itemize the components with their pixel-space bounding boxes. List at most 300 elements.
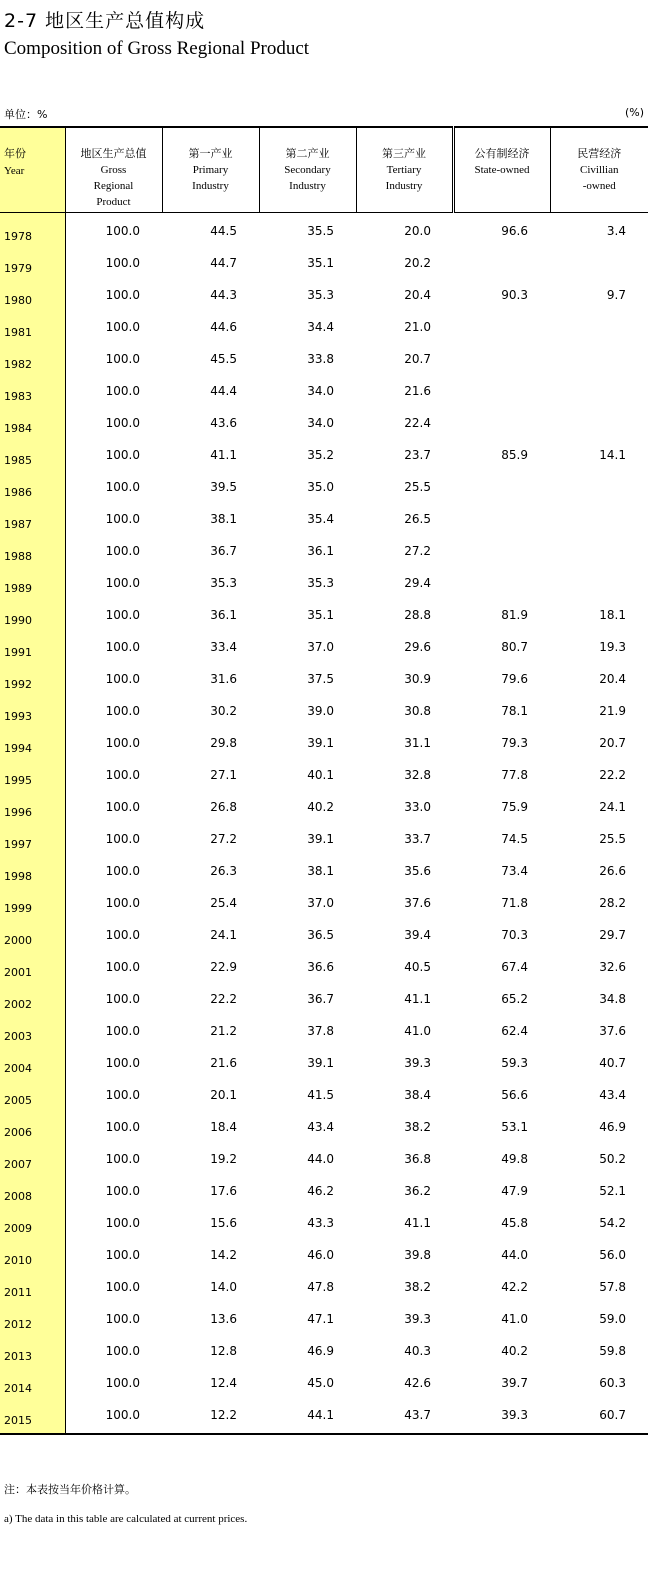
cell-grp: [65, 1401, 162, 1434]
cell-value: 100.0: [105, 1280, 140, 1294]
cell-value: 39.4: [404, 928, 431, 942]
cell-value: 40.1: [307, 768, 334, 782]
cell-p2: [259, 345, 356, 377]
cell-grp: [65, 345, 162, 377]
cell-value: 25.5: [404, 480, 431, 494]
cell-so: [453, 1337, 550, 1369]
cell-co: [550, 345, 648, 377]
cell-p2: [259, 825, 356, 857]
cell-p3: [356, 793, 453, 825]
cell-year: [0, 857, 65, 889]
cell-value: 35.3: [307, 576, 334, 590]
cell-value: 100.0: [105, 384, 140, 398]
cell-so: [453, 249, 550, 281]
cell-p1: [162, 505, 259, 537]
cell-value: 43.6: [210, 416, 237, 430]
cell-value: 47.9: [501, 1184, 528, 1198]
cell-value: 20.4: [599, 672, 626, 686]
table-row: [0, 441, 648, 473]
cell-value: 29.6: [404, 640, 431, 654]
cell-value: 70.3: [501, 928, 528, 942]
cell-value: 34.8: [599, 992, 626, 1006]
cell-value: 26.6: [599, 864, 626, 878]
cell-co: [550, 281, 648, 313]
cell-co: [550, 985, 648, 1017]
cell-p1: [162, 953, 259, 985]
cell-value: 2013: [4, 1349, 32, 1363]
unit-label: 单位：%: [4, 108, 48, 121]
cell-value: 36.7: [307, 992, 334, 1006]
cell-value: 60.7: [599, 1408, 626, 1422]
cell-value: 20.0: [404, 224, 431, 238]
cell-value: 13.6: [210, 1312, 237, 1326]
table-title-cn: 2-7 地区生产总值构成: [4, 10, 206, 32]
cell-p2: [259, 761, 356, 793]
cell-value: 33.0: [404, 800, 431, 814]
table-row: [0, 921, 648, 953]
cell-value: 37.6: [599, 1024, 626, 1038]
cell-co: [550, 1305, 648, 1337]
cell-value: 40.7: [599, 1056, 626, 1070]
header-civilian-owned-cn: 民营经济: [577, 148, 622, 160]
cell-value: 100.0: [105, 416, 140, 430]
cell-year: [0, 1209, 65, 1241]
cell-year: [0, 601, 65, 633]
cell-grp: [65, 921, 162, 953]
cell-year: [0, 345, 65, 377]
cell-value: 46.0: [307, 1248, 334, 1262]
cell-p1: [162, 569, 259, 601]
cell-value: 100.0: [105, 640, 140, 654]
cell-value: 100.0: [105, 576, 140, 590]
cell-year: [0, 213, 65, 250]
cell-value: 35.2: [307, 448, 334, 462]
cell-grp: [65, 1017, 162, 1049]
cell-value: 35.0: [307, 480, 334, 494]
cell-p3: [356, 1049, 453, 1081]
cell-value: 1998: [4, 869, 32, 883]
table-row: [0, 697, 648, 729]
cell-grp: [65, 1337, 162, 1369]
cell-year: [0, 377, 65, 409]
cell-p2: [259, 729, 356, 761]
cell-co: [550, 1081, 648, 1113]
table-row: [0, 345, 648, 377]
cell-value: 100.0: [105, 448, 140, 462]
cell-value: 20.4: [404, 288, 431, 302]
cell-p3: [356, 1113, 453, 1145]
cell-grp: [65, 1145, 162, 1177]
cell-value: 100.0: [105, 800, 140, 814]
cell-year: [0, 249, 65, 281]
cell-value: 39.3: [404, 1056, 431, 1070]
cell-p1: [162, 857, 259, 889]
cell-value: 21.6: [404, 384, 431, 398]
cell-value: 1983: [4, 389, 32, 403]
cell-year: [0, 569, 65, 601]
cell-value: 41.5: [307, 1088, 334, 1102]
cell-p1: [162, 537, 259, 569]
cell-value: 29.8: [210, 736, 237, 750]
cell-value: 25.4: [210, 896, 237, 910]
cell-grp: [65, 1081, 162, 1113]
cell-value: 27.1: [210, 768, 237, 782]
cell-value: 22.9: [210, 960, 237, 974]
cell-so: [453, 1081, 550, 1113]
cell-value: 100.0: [105, 288, 140, 302]
cell-value: 2002: [4, 997, 32, 1011]
cell-value: 3.4: [606, 224, 626, 238]
cell-so: [453, 857, 550, 889]
cell-p2: [259, 889, 356, 921]
cell-value: 28.2: [599, 896, 626, 910]
cell-value: 35.1: [307, 608, 334, 622]
cell-year: [0, 665, 65, 697]
cell-value: 49.8: [501, 1152, 528, 1166]
cell-value: 39.1: [307, 736, 334, 750]
header-secondary-en-2: Industry: [289, 180, 326, 192]
cell-value: 45.5: [210, 352, 237, 366]
cell-grp: [65, 569, 162, 601]
cell-p1: [162, 1081, 259, 1113]
cell-value: 60.3: [599, 1376, 626, 1390]
cell-co: [550, 697, 648, 729]
cell-p3: [356, 473, 453, 505]
cell-value: 36.1: [210, 608, 237, 622]
cell-value: 22.2: [210, 992, 237, 1006]
cell-value: 100.0: [105, 480, 140, 494]
header-primary: [162, 127, 259, 213]
table-row: [0, 213, 648, 250]
header-year-cn: 年份: [4, 148, 26, 160]
cell-p1: [162, 281, 259, 313]
cell-grp: [65, 1369, 162, 1401]
cell-value: 59.0: [599, 1312, 626, 1326]
cell-year: [0, 953, 65, 985]
cell-co: [550, 313, 648, 345]
cell-p2: [259, 505, 356, 537]
cell-value: 44.1: [307, 1408, 334, 1422]
cell-value: 20.1: [210, 1088, 237, 1102]
cell-year: [0, 1401, 65, 1434]
cell-p3: [356, 249, 453, 281]
header-state-owned-en: State-owned: [474, 164, 530, 176]
cell-value: 38.2: [404, 1280, 431, 1294]
table-row: [0, 249, 648, 281]
cell-p2: [259, 313, 356, 345]
cell-value: 1995: [4, 773, 32, 787]
cell-value: 35.3: [210, 576, 237, 590]
cell-value: 46.2: [307, 1184, 334, 1198]
table-row: [0, 633, 648, 665]
header-secondary: [259, 127, 356, 213]
cell-value: 2008: [4, 1189, 32, 1203]
cell-value: 2009: [4, 1221, 32, 1235]
cell-value: 21.0: [404, 320, 431, 334]
cell-so: [453, 1145, 550, 1177]
cell-year: [0, 1049, 65, 1081]
cell-co: [550, 889, 648, 921]
cell-value: 30.8: [404, 704, 431, 718]
cell-p3: [356, 857, 453, 889]
cell-co: [550, 825, 648, 857]
header-primary-en-1: Primary: [192, 164, 229, 176]
cell-value: 53.1: [501, 1120, 528, 1134]
cell-year: [0, 1369, 65, 1401]
cell-value: 100.0: [105, 928, 140, 942]
cell-value: 18.4: [210, 1120, 237, 1134]
cell-value: 26.5: [404, 512, 431, 526]
cell-value: 24.1: [210, 928, 237, 942]
cell-p3: [356, 1209, 453, 1241]
cell-value: 22.4: [404, 416, 431, 430]
cell-co: [550, 921, 648, 953]
cell-value: 43.3: [307, 1216, 334, 1230]
cell-grp: [65, 953, 162, 985]
cell-value: 100.0: [105, 1216, 140, 1230]
cell-p3: [356, 1401, 453, 1434]
cell-grp: [65, 793, 162, 825]
cell-so: [453, 213, 550, 250]
cell-p1: [162, 1177, 259, 1209]
cell-value: 75.9: [501, 800, 528, 814]
cell-p1: [162, 729, 259, 761]
cell-co: [550, 1113, 648, 1145]
cell-value: 100.0: [105, 992, 140, 1006]
cell-value: 33.7: [404, 832, 431, 846]
cell-value: 41.0: [404, 1024, 431, 1038]
cell-value: 100.0: [105, 1152, 140, 1166]
cell-value: 56.6: [501, 1088, 528, 1102]
cell-value: 100.0: [105, 1376, 140, 1390]
cell-co: [550, 633, 648, 665]
cell-p1: [162, 921, 259, 953]
cell-co: [550, 569, 648, 601]
cell-year: [0, 409, 65, 441]
table-row: [0, 857, 648, 889]
cell-value: 59.3: [501, 1056, 528, 1070]
cell-value: 100.0: [105, 1120, 140, 1134]
cell-p3: [356, 1273, 453, 1305]
cell-value: 42.2: [501, 1280, 528, 1294]
cell-p3: [356, 729, 453, 761]
cell-value: 100.0: [105, 832, 140, 846]
cell-p3: [356, 377, 453, 409]
cell-p3: [356, 889, 453, 921]
cell-value: 34.0: [307, 416, 334, 430]
cell-value: 33.4: [210, 640, 237, 654]
cell-so: [453, 473, 550, 505]
cell-p1: [162, 825, 259, 857]
cell-p3: [356, 569, 453, 601]
cell-value: 33.8: [307, 352, 334, 366]
cell-grp: [65, 249, 162, 281]
table-row: [0, 281, 648, 313]
cell-value: 35.3: [307, 288, 334, 302]
cell-year: [0, 1113, 65, 1145]
cell-so: [453, 281, 550, 313]
cell-p1: [162, 601, 259, 633]
footnote-cn: 注：本表按当年价格计算。: [4, 1483, 136, 1496]
header-year-en: Year: [4, 165, 25, 177]
cell-co: [550, 1145, 648, 1177]
cell-value: 100.0: [105, 1344, 140, 1358]
footnote-en: a) The data in this table are calculated at current prices.: [4, 1513, 248, 1525]
cell-value: 2012: [4, 1317, 32, 1331]
cell-value: 39.1: [307, 832, 334, 846]
cell-p2: [259, 1337, 356, 1369]
cell-value: 44.0: [307, 1152, 334, 1166]
cell-p2: [259, 1241, 356, 1273]
cell-so: [453, 601, 550, 633]
cell-value: 1985: [4, 453, 32, 467]
cell-so: [453, 505, 550, 537]
cell-p3: [356, 345, 453, 377]
cell-p3: [356, 1241, 453, 1273]
header-tertiary-cn: 第三产业: [382, 148, 426, 160]
cell-value: 39.8: [404, 1248, 431, 1262]
cell-so: [453, 537, 550, 569]
cell-value: 14.2: [210, 1248, 237, 1262]
cell-value: 21.9: [599, 704, 626, 718]
cell-value: 30.2: [210, 704, 237, 718]
header-civilian-owned-en-2: -owned: [582, 180, 616, 192]
cell-p3: [356, 761, 453, 793]
table-row: [0, 601, 648, 633]
table-body: [0, 213, 648, 1435]
cell-value: 1991: [4, 645, 32, 659]
cell-co: [550, 761, 648, 793]
header-secondary-cn: 第二产业: [285, 148, 330, 160]
table-row: [0, 1401, 648, 1434]
cell-so: [453, 793, 550, 825]
header-grp-en-3: Product: [96, 196, 131, 208]
table-row: [0, 505, 648, 537]
cell-co: [550, 953, 648, 985]
cell-co: [550, 793, 648, 825]
cell-value: 29.7: [599, 928, 626, 942]
cell-value: 14.1: [599, 448, 626, 462]
cell-p2: [259, 953, 356, 985]
cell-value: 44.4: [210, 384, 237, 398]
cell-p1: [162, 633, 259, 665]
cell-p1: [162, 249, 259, 281]
cell-p3: [356, 1017, 453, 1049]
cell-grp: [65, 1049, 162, 1081]
table-row: [0, 409, 648, 441]
data-table-container: [0, 126, 648, 1435]
header-tertiary-en-1: Tertiary: [386, 164, 422, 176]
cell-grp: [65, 313, 162, 345]
table-row: [0, 985, 648, 1017]
cell-grp: [65, 213, 162, 250]
cell-co: [550, 473, 648, 505]
cell-value: 79.3: [501, 736, 528, 750]
cell-p1: [162, 313, 259, 345]
table-row: [0, 1369, 648, 1401]
cell-value: 1981: [4, 325, 32, 339]
cell-p2: [259, 1145, 356, 1177]
cell-grp: [65, 1241, 162, 1273]
cell-so: [453, 409, 550, 441]
cell-value: 80.7: [501, 640, 528, 654]
cell-p3: [356, 825, 453, 857]
header-civilian-owned: [550, 127, 648, 213]
cell-p2: [259, 921, 356, 953]
cell-p3: [356, 1305, 453, 1337]
cell-so: [453, 1209, 550, 1241]
cell-value: 100.0: [105, 1408, 140, 1422]
header-state-owned: [453, 127, 550, 213]
cell-co: [550, 1209, 648, 1241]
table-row: [0, 313, 648, 345]
cell-value: 23.7: [404, 448, 431, 462]
cell-value: 62.4: [501, 1024, 528, 1038]
cell-value: 100.0: [105, 320, 140, 334]
cell-value: 36.6: [307, 960, 334, 974]
cell-p1: [162, 793, 259, 825]
cell-value: 2014: [4, 1381, 32, 1395]
cell-value: 1984: [4, 421, 32, 435]
header-grp-en-1: Gross: [100, 164, 127, 176]
cell-p1: [162, 1017, 259, 1049]
cell-p3: [356, 985, 453, 1017]
cell-year: [0, 729, 65, 761]
cell-value: 35.1: [307, 256, 334, 270]
cell-value: 38.4: [404, 1088, 431, 1102]
cell-p1: [162, 1049, 259, 1081]
cell-value: 1982: [4, 357, 32, 371]
cell-co: [550, 1017, 648, 1049]
cell-so: [453, 1305, 550, 1337]
cell-value: 100.0: [105, 1248, 140, 1262]
cell-grp: [65, 889, 162, 921]
cell-p3: [356, 537, 453, 569]
cell-so: [453, 1369, 550, 1401]
cell-so: [453, 1017, 550, 1049]
cell-value: 50.2: [599, 1152, 626, 1166]
cell-p1: [162, 1145, 259, 1177]
cell-value: 36.8: [404, 1152, 431, 1166]
cell-value: 39.3: [404, 1312, 431, 1326]
cell-p3: [356, 1369, 453, 1401]
cell-value: 34.4: [307, 320, 334, 334]
cell-value: 90.3: [501, 288, 528, 302]
cell-co: [550, 1241, 648, 1273]
cell-value: 36.1: [307, 544, 334, 558]
header-grp: [65, 127, 162, 213]
table-row: [0, 761, 648, 793]
cell-value: 28.8: [404, 608, 431, 622]
cell-grp: [65, 1177, 162, 1209]
cell-value: 100.0: [105, 864, 140, 878]
cell-p2: [259, 537, 356, 569]
cell-grp: [65, 857, 162, 889]
cell-p3: [356, 1081, 453, 1113]
cell-value: 85.9: [501, 448, 528, 462]
cell-value: 100.0: [105, 768, 140, 782]
cell-value: 21.6: [210, 1056, 237, 1070]
table-row: [0, 889, 648, 921]
table-row: [0, 569, 648, 601]
table-row: [0, 1273, 648, 1305]
cell-co: [550, 729, 648, 761]
table-row: [0, 1049, 648, 1081]
cell-p1: [162, 1337, 259, 1369]
cell-value: 2005: [4, 1093, 32, 1107]
cell-grp: [65, 729, 162, 761]
cell-value: 43.7: [404, 1408, 431, 1422]
